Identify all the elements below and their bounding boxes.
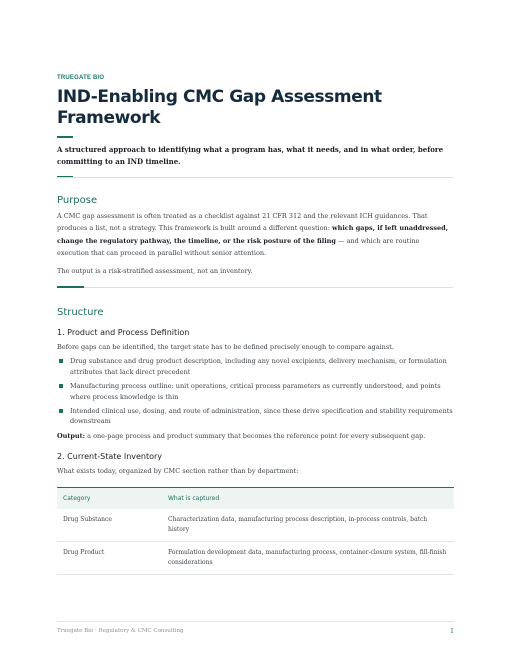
output-text: a one-page process and product summary that becomes the reference point for every subsequent gap. — [85, 432, 426, 441]
table-cell-captured: Characterization data, manufacturing process description, in-process controls, batch history — [162, 509, 454, 542]
bullet-square-icon — [59, 359, 63, 363]
list-item — [57, 356, 453, 378]
product-definition-heading: 1. Product and Process Definition — [57, 328, 190, 338]
list-item — [57, 381, 453, 403]
document-subtitle: A structured approach to identifying what a program has, what it needs, and in what order, before committing to an IND timeline. — [57, 145, 444, 166]
structure-heading: Structure — [57, 307, 104, 319]
current-state-heading: 2. Current-State Inventory — [57, 451, 163, 461]
table-header-row — [57, 488, 454, 509]
title-accent-rule — [57, 136, 73, 138]
document-content — [57, 75, 453, 575]
column-header-category: Category — [57, 488, 162, 509]
product-definition-list — [57, 356, 453, 427]
product-definition-output — [57, 430, 453, 442]
product-definition-intro: Before gaps can be identified, the target state has to be defined precisely enough to compare against. — [57, 343, 394, 352]
list-item — [57, 406, 453, 428]
brand-label: TRUEGATE BIO — [57, 75, 105, 81]
list-item-text: Drug substance and drug product description, including any novel excipients, delivery mechanism, or formulation attributes that lack direct precedent — [70, 357, 447, 377]
page-footer — [57, 621, 454, 641]
list-item-text: Intended clinical use, dosing, and route of administration, since these drive specification and stability requirements downstream — [70, 406, 453, 426]
purpose-text-end: — and which are routine execution that can proceed in parallel without senior attention. — [57, 236, 420, 258]
section-divider-accent — [57, 286, 84, 288]
table-cell-category: Drug Substance — [57, 509, 162, 542]
purpose-key-question: which gaps, if left unaddressed, change the regulatory pathway, the timeline, or the risk posture of the filing — [57, 224, 448, 245]
cmc-inventory-table — [57, 487, 454, 575]
column-header-captured: What is captured — [162, 488, 454, 509]
purpose-text-start: A CMC gap assessment is often treated as a checklist against 21 CFR 312 and the relevant ICH guidances. That produces a list, not a strategy. This framework is built around a different question: — [57, 212, 428, 233]
purpose-output-note: The output is a risk-stratified assessment, not an inventory. — [57, 266, 253, 275]
section-divider — [57, 177, 453, 178]
purpose-heading: Purpose — [57, 195, 98, 206]
table-row — [57, 541, 454, 574]
current-state-intro: What exists today, organized by CMC section rather than by department: — [57, 466, 299, 475]
footer-company: Truegate Bio · Regulatory & CMC Consulting — [57, 628, 184, 634]
bullet-square-icon — [59, 409, 63, 413]
purpose-paragraph — [57, 210, 453, 260]
bullet-square-icon — [59, 384, 63, 388]
list-item-text: Manufacturing process outline: unit operations, critical process parameters as currently understood, and points where process knowledge is thin — [70, 382, 441, 401]
document-title: IND-Enabling CMC Gap Assessment Framework — [57, 87, 382, 128]
table-cell-category: Drug Product — [57, 541, 162, 574]
section-divider — [57, 287, 453, 288]
output-label: Output: — [57, 432, 86, 441]
page-number: 1 — [450, 628, 454, 635]
table-cell-captured: Formulation development data, manufacturing process, container-closure system, fill-finish considerations — [162, 541, 454, 574]
table-row — [57, 509, 454, 542]
